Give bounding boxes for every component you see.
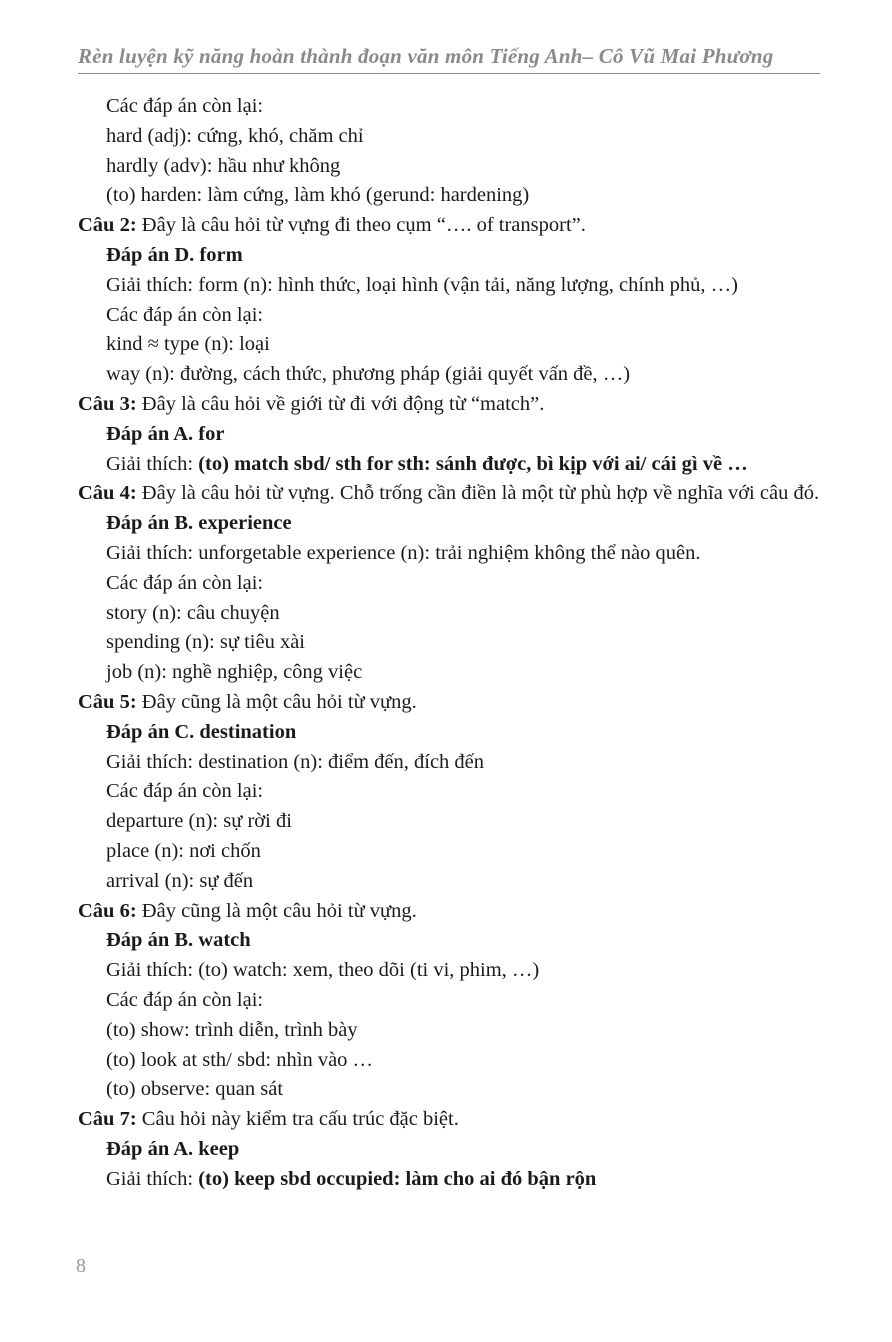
question-label: Câu 3: [78, 392, 137, 415]
question-text: Đây cũng là một câu hỏi từ vựng. [136, 899, 417, 922]
text-line: (to) harden: làm cứng, làm khó (gerund: hardening) [106, 184, 530, 207]
running-header [78, 44, 820, 74]
text-line [78, 1165, 820, 1195]
text-line: Giải thích: destination (n): điểm đến, đích đến [106, 750, 485, 773]
answer-line: Đáp án C. destination [106, 720, 297, 743]
question-line [78, 897, 820, 927]
question-text: Đây cũng là một câu hỏi từ vựng. [136, 690, 417, 713]
text-line: (to) show: trình diễn, trình bày [106, 1018, 358, 1041]
text-line: story (n): câu chuyện [106, 601, 280, 624]
text-line: spending (n): sự tiêu xài [106, 631, 305, 654]
text-line: hard (adj): cứng, khó, chăm chỉ [106, 124, 364, 147]
text-line [78, 450, 820, 480]
text-line: kind ≈ type (n): loại [106, 333, 270, 356]
explanation-prefix: Giải thích: [106, 1167, 199, 1190]
question-text: Đây là câu hỏi từ vựng đi theo cụm “…. of transport”. [136, 214, 586, 237]
answer-line: Đáp án D. form [106, 243, 243, 266]
text-line: Giải thích: (to) watch: xem, theo dõi (ti vi, phim, …) [106, 959, 540, 982]
text-line: place (n): nơi chốn [106, 839, 261, 862]
question-label: Câu 7: [78, 1108, 137, 1131]
question-label: Câu 6: [78, 899, 137, 922]
text-line: Giải thích: form (n): hình thức, loại hình (vận tải, năng lượng, chính phủ, …) [106, 273, 738, 296]
answer-line: Đáp án A. keep [106, 1137, 240, 1160]
explanation-bold: (to) keep sbd occupied: làm cho ai đó bận rộn [198, 1167, 597, 1190]
answer-line: Đáp án B. watch [106, 929, 251, 952]
question-line [78, 211, 820, 241]
answer-explanations [78, 92, 820, 1194]
text-line: Các đáp án còn lại: [106, 303, 264, 326]
question-line [78, 390, 820, 420]
answer-line: Đáp án A. for [106, 422, 225, 445]
text-line: job (n): nghề nghiệp, công việc [106, 661, 363, 684]
explanation-prefix: Giải thích: [106, 452, 199, 475]
page-number: 8 [76, 1255, 86, 1277]
header-title: Rèn luyện kỹ năng hoàn thành đoạn văn môn Tiếng Anh– Cô Vũ Mai Phương [78, 44, 774, 68]
question-line [78, 1105, 820, 1135]
text-line: Các đáp án còn lại: [106, 780, 264, 803]
answer-line: Đáp án B. experience [106, 512, 292, 535]
question-label: Câu 5: [78, 690, 137, 713]
text-line: (to) observe: quan sát [106, 1078, 284, 1101]
text-line: departure (n): sự rời đi [106, 810, 292, 833]
question-text: Đây là câu hỏi từ vựng. Chỗ trống cần điền là một từ phù hợp về nghĩa với câu đó. [136, 482, 820, 505]
question-label: Câu 2: [78, 214, 137, 237]
text-line: Giải thích: unforgetable experience (n): trải nghiệm không thể nào quên. [106, 541, 701, 564]
text-line: Các đáp án còn lại: [106, 988, 264, 1011]
text-line: hardly (adv): hầu như không [106, 154, 341, 177]
text-line: Các đáp án còn lại: [106, 95, 264, 117]
question-line [78, 688, 820, 718]
text-line: arrival (n): sự đến [106, 869, 254, 892]
text-line: (to) look at sth/ sbd: nhìn vào … [106, 1048, 374, 1071]
explanation-bold: (to) match sbd/ sth for sth: sánh được, bì kịp với ai/ cái gì về … [198, 452, 748, 475]
question-text: Câu hỏi này kiểm tra cấu trúc đặc biệt. [136, 1108, 459, 1131]
text-line: Các đáp án còn lại: [106, 571, 264, 594]
question-text: Đây là câu hỏi về giới từ đi với động từ “match”. [136, 392, 545, 415]
question-line [78, 479, 820, 509]
text-line: way (n): đường, cách thức, phương pháp (giải quyết vấn đề, …) [106, 363, 631, 386]
question-label: Câu 4: [78, 482, 137, 505]
